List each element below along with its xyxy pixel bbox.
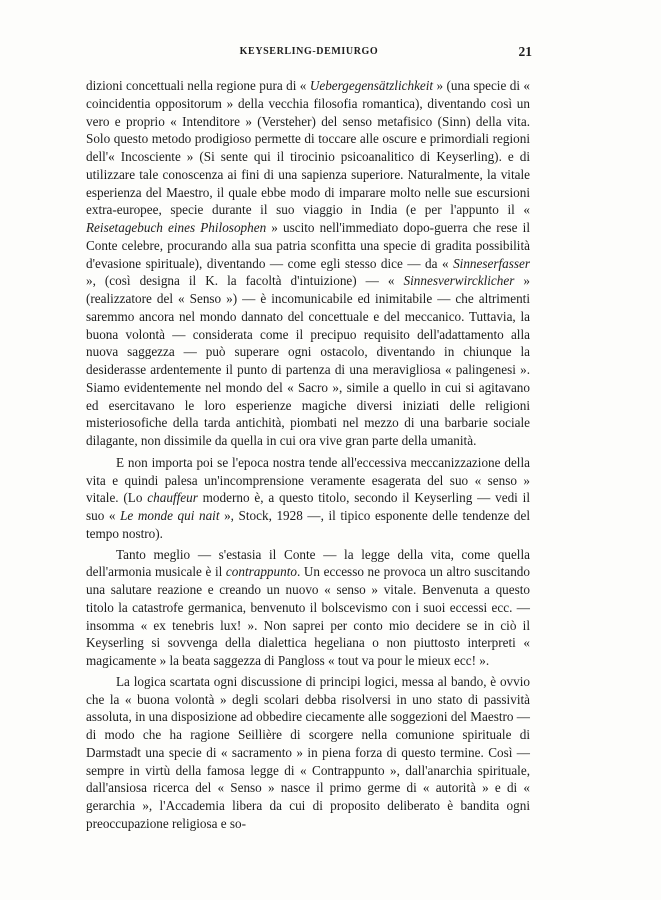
page-number: 21: [518, 44, 532, 59]
text-run: », (così designa il K. la facoltà d'intuizione) — «: [86, 273, 404, 289]
text-run: », Stock, 1928 —, il tipico esponente delle tendenze del tempo nostro).: [86, 508, 530, 541]
text-run: dizioni concettuali nella regione pura di «: [86, 78, 310, 93]
italic-text: Le monde qui nait: [120, 508, 220, 523]
text-run: Tanto meglio — s'estasia il Conte — la legge della vita, come quella dell'armonia musicale è il: [86, 546, 530, 580]
text-run: La logica scartata ogni discussione di principi logici, messa al bando, è ovvio che la « buona volontà » degli scolari debba risolversi in uno stato di passività assoluta, in una disposizione ad obbedire ciecamente alle soggezioni del Maestro — di modo che ha ragione Seillière di scorgere nella comunione spirituale di Darmstadt una specie di « sacramento » in piena forza di questo termine. Così — sempre in virtù della famosa legge di « Contrappunto », dall'anarchia spirituale, dall'ansiosa ricerca del « Senso » nasce il primo germe di « autorità » e di « gerarchia », l'Accademia libera da cui di proposito deliberato è bandita ogni preoccupazione religiosa e so-: [86, 673, 530, 831]
paragraph: [86, 673, 530, 833]
text-run: . Un eccesso ne provoca un altro suscitando una salutare reazione e creando un nuovo « senso » vitale. Benvenuta a questo titolo la catastrofe germanica, benvenuto il bolscevismo con i suoi eccessi ecc. — insomma « ex tenebris lux! ». Non saprei per conto mio decidere se in ciò il Keyserling si sovvenga della dialettica hegeliana o non piuttosto interpreti « magicamente » la beata saggezza di Pangloss « tout va pour le mieux ecc! ».: [86, 564, 530, 668]
italic-text: Sinnesverwircklicher: [403, 273, 515, 289]
text-run: » (una specie di « coincidentia oppositorum » della vecchia filosofia romantica), diventando così un vero e proprio « Intenditore » (Versteher) del senso metafisico (Sinn) della vita. Solo questo metodo prodigioso permette di toccare alle oscure e primordiali regioni dell'« Incosciente » (Si sente qui il tirocinio psicoanalitico di Keyserling). e di utilizzare tale conoscenza ai fini di una sapienza superiore. Naturalmente, la vitale esperienza del Maestro, il quale ebbe modo di imparare molto nelle sue escursioni extra-europee, specie durante il suo viaggio in India (e per l'appunto il «: [86, 78, 530, 218]
italic-text: Uebergegensätzlichkeit: [309, 78, 434, 93]
paragraph: [86, 546, 530, 670]
text-run: moderno è, a questo titolo, secondo il Keyserling — vedi il suo «: [86, 490, 530, 523]
paragraph: [86, 454, 530, 543]
text-run: » (realizzatore del « Senso ») — è incomunicabile ed inimitabile — che altrimenti saremmo ancora nel mondo dannato del concettuale e del meccanico. Tuttavia, la buona volontà — considerata come il precipuo requisito dell'adattamento alla nuova saggezza — può superare ogni ostacolo, diventando in chiunque la desiderasse ardentemente il punto di partenza di una meravigliosa « palingenesi ». Siamo evidentemente nel mondo del « Sacro », simile a quello in cui si agitavano ed esercitavano le loro esperienze magiche diversi iniziati delle religioni misteriosofiche della tarda antichità, piombati nel mezzo di una barbarie sociale dilagante, non dissimile da quella in cui ora vive gran parte della umanità.: [86, 273, 530, 448]
body-text: [86, 77, 530, 833]
italic-text: Reisetagebuch eines Philosophen: [86, 220, 267, 235]
italic-text: Sinneserfasser: [453, 255, 530, 271]
text-run: E non importa poi se l'epoca nostra tende all'eccessiva meccanizzazione della vita e quindi palesa un'incomprensione veramente esagerata del suo « senso » vitale. (Lo: [86, 454, 530, 506]
italic-text: contrappunto: [225, 564, 297, 580]
text-run: » uscito nell'immediato dopo-guerra che rese il Conte celebre, procurando alla sua patria sconfitta una specie di gradita possibilità d'evasione spirituale), diventando — come egli stesso dice — da «: [86, 220, 530, 271]
page-header: [86, 44, 532, 62]
paragraph: [86, 77, 530, 450]
italic-text: chauffeur: [147, 490, 198, 506]
running-head: KEYSERLING-DEMIURGO: [239, 46, 379, 57]
